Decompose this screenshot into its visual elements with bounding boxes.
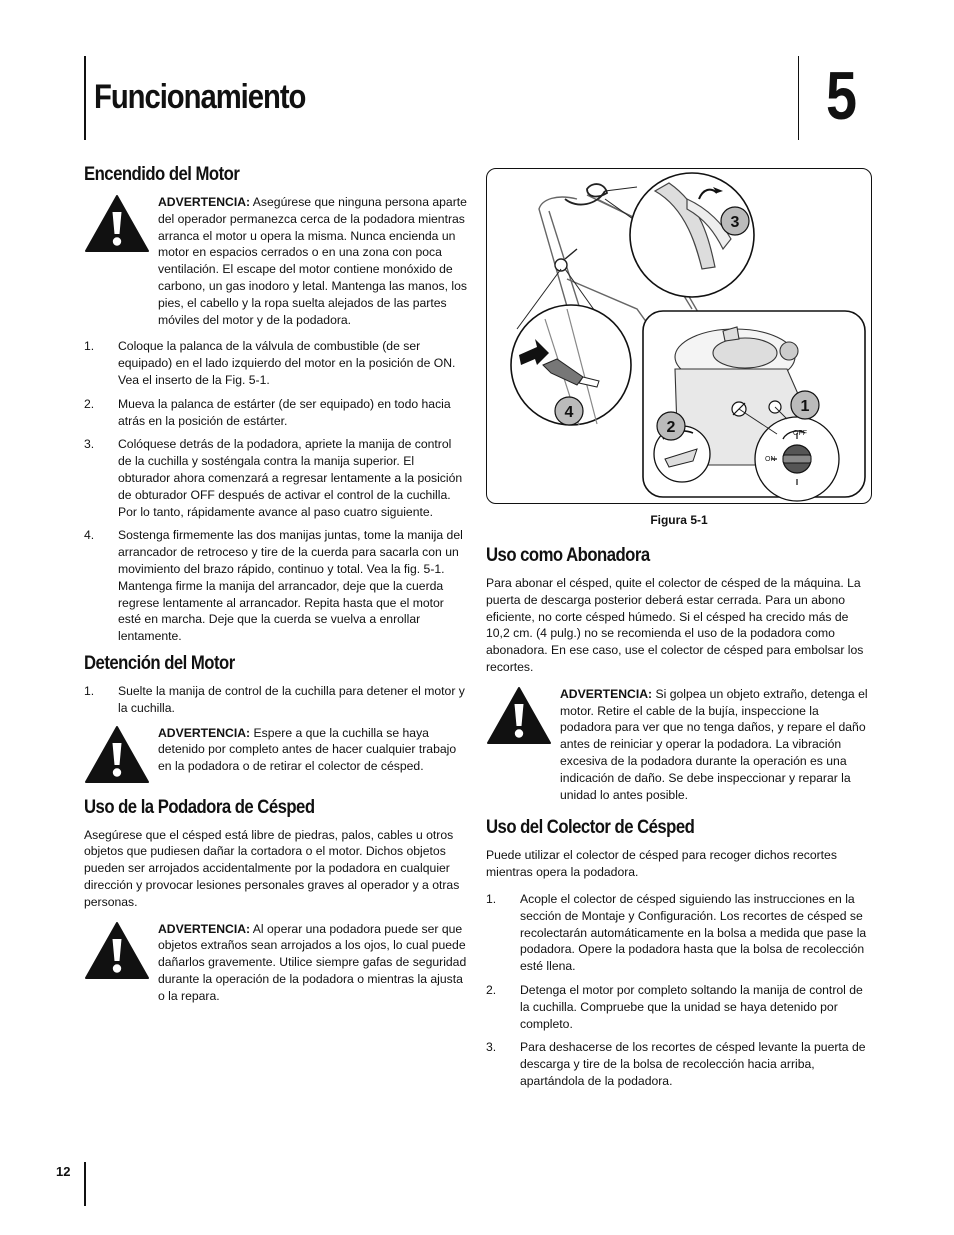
section-heading: Uso de la Podadora de Césped (84, 796, 315, 818)
section-uso-podadora (84, 797, 468, 1005)
steps-list (84, 338, 468, 645)
list-item: 3. Colóquese detrás de la podadora, apriete la manija de control de la cuchilla y sosténgala contra la manija superior. El obturador ahora comenzará a regresar lentamente a la posición de obturador OFF después de activar el control de la cuchilla. Por lo tanto, rápidamente avance al paso cuatro siguiente. (84, 437, 463, 519)
list-item: 1. Coloque la palanca de la válvula de combustible (de ser equipado) en el lado izquierdo del motor en la posición de ON. Vea el inserto de la Fig. 5-1. (84, 339, 456, 387)
list-item: 2. Detenga el motor por completo soltando la manija de control de la cuchilla. Compruebe que la unidad se haya detenido por completo. (486, 982, 863, 1031)
page-title: Funcionamiento (94, 78, 306, 116)
mower-illustration (487, 169, 872, 504)
section-encendido (84, 164, 468, 645)
chapter-number: 5 (826, 58, 856, 134)
paragraph: Para abonar el césped, quite el colector de césped de la máquina. La puerta de descarga posterior deberá estar cerrada. Para un abono eficiente, no corte césped húmedo. Si el césped ha crecido más de 10,2 cm. (4 pulg.) no se recomienda el uso de la podadora como abonadora. En ese caso, use el colector de césped para embolsar los recortes. (486, 576, 864, 674)
section-heading: Detención del Motor (84, 652, 235, 674)
warning-label: ADVERTENCIA: (158, 195, 251, 209)
section-colector (486, 817, 872, 1089)
page-number: 12 (56, 1164, 71, 1179)
paragraph: Puede utilizar el colector de césped para recoger dichos recortes mientras opera la podadora. (486, 848, 837, 880)
section-heading: Uso del Colector de Césped (486, 817, 695, 839)
section-abonadora (486, 545, 872, 803)
section-detencion (84, 653, 468, 787)
off-label: OFF (793, 430, 807, 437)
left-column (84, 164, 468, 1014)
footer-rule (84, 1162, 86, 1206)
callout-label-4: 4 (564, 404, 574, 421)
warning-text: Si golpea un objeto extraño, detenga el motor. Retire el cable de la bujía, inspeccione la podadora para ver que no tenga daños, y repare el daño antes de reiniciar y operar la podadora. La vibración excesiva de la podadora durante la operación es una indicación de daño. Se debe inspeccionar y reparar la unidad lo antes posible. (560, 686, 868, 802)
callout-label-1: 1 (800, 398, 810, 415)
right-column (486, 168, 872, 1097)
header-rule-left (84, 56, 86, 140)
warning-block (486, 686, 872, 804)
warning-label: ADVERTENCIA: (158, 725, 251, 740)
section-heading: Encendido del Motor (84, 164, 240, 185)
callout-label-2: 2 (666, 419, 676, 436)
figure-caption: Figura 5-1 (650, 513, 708, 527)
section-heading: Uso como Abonadora (486, 545, 650, 566)
paragraph: Asegúrese que el césped está libre de piedras, palos, cables u otros objetos que pudiesen dañar la cortadora o el motor. Dichos objetos pueden ser arrojados accidentalmente por la podadora en cualquier dirección y provocar lesiones personales graves al operador y a otras personas. (84, 827, 460, 909)
steps-list (486, 891, 872, 1090)
warning-label: ADVERTENCIA: (158, 921, 251, 936)
list-item: 1. Acople el colector de césped siguiendo las instrucciones en la sección de Montaje y Configuración. Los recortes de césped se recolectarán automáticamente en la bolsa a medida que pase la podadora. Opere la podadora hasta que la bolsa de recolección esté llena. (486, 891, 867, 974)
warning-text: Espere a que la cuchilla se haya detenido por completo antes de hacer cualquier trabajo en la podadora o de retirar el colector de césped. (158, 725, 457, 774)
warning-text: Asegúrese que ninguna persona aparte del operador permanezca cerca de la podadora mientras arranca el motor u opera la misma. Nunca encienda un motor en espacios cerrados o en una zona con poca ventilación. El escape del motor contiene monóxido de carbono, un gas inodoro y letal. Mantenga las manos, los pies, el cabello y la ropa suelta alejados de las partes móviles del motor y de la podadora. (158, 195, 467, 327)
figure-5-1 (486, 168, 872, 504)
callout-label-3: 3 (730, 214, 740, 231)
warning-label: ADVERTENCIA: (560, 686, 653, 701)
header-rule-right (798, 56, 799, 140)
warning-icon (84, 921, 150, 981)
warning-block (84, 921, 468, 1005)
warning-block (84, 725, 468, 787)
list-item: 4. Sostenga firmemente las dos manijas juntas, tome la manija del arrancador de retroceso y tire de la cuerda para sacarla con un movimiento del brazo rápido, continuo y total. Vea la fig. 5-1. Mantenga firme la manija del arrancador, deje que la cuerda regrese lentamente al arrancador. Repita hasta que el motor esté en marcha. Deje que la cuerda se vuelva a enrollar lentamente. (84, 528, 463, 644)
warning-text: Al operar una podadora puede ser que objetos extraños sean arrojados a los ojos, lo cual puede dañarlos gravemente. Utilice siempre gafas de seguridad durante la operación de la podadora o mientras la ajusta o la repara. (158, 921, 467, 1003)
list-item: 2. Mueva la palanca de estárter (de ser equipado) en todo hacia atrás en la posición de estárter. (84, 396, 451, 428)
list-item: 3. Para deshacerse de los recortes de césped levante la puerta de descarga y tire de la bolsa de recolección hacia arriba, apartándola de la podadora. (486, 1040, 866, 1088)
warning-block (84, 194, 468, 328)
list-item: 1. Suelte la manija de control de la cuchilla para detener el motor y la cuchilla. (84, 683, 465, 715)
steps-list (84, 683, 468, 717)
warning-icon (486, 686, 552, 746)
warning-icon (84, 725, 150, 785)
warning-icon (84, 194, 150, 254)
on-label: ON (765, 456, 776, 463)
